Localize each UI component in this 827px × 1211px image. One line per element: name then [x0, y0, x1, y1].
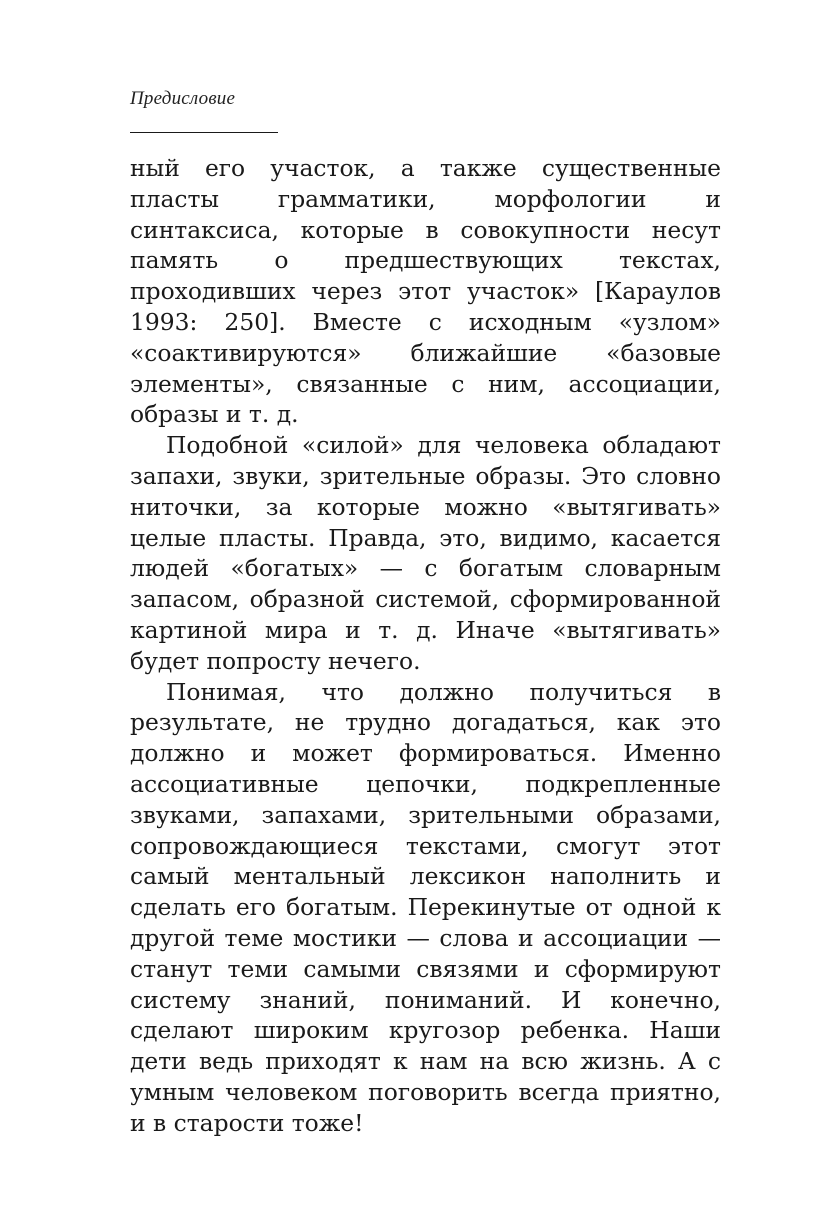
paragraph-continuation: ный его участок, а также существенные пласты грамматики, морфологии и синтаксиса, которые в совокупности несут память о предшествующих текстах, проходивших через этот участок» [Караулов 1993: 250]. Вместе с исходным «узлом» «соактивируются» ближайшие «базовые элементы», связанные с ним, ассоциации, образы и т. д.: [130, 154, 721, 429]
paragraph: Подобной «силой» для человека обладают запахи, звуки, зрительные образы. Это словно ниточки, за которые можно «вытягивать» целые пласты. Правда, это, видимо, касается людей «богатых» — с богатым словарным запасом, образной системой, сформированной картиной мира и т. д. Иначе «вытягивать» будет попросту нечего.: [130, 431, 721, 675]
paragraph: Понимая, что должно получиться в результате, не трудно догадаться, как это должно и может формироваться. Именно ассоциативные цепочки, подкрепленные звуками, запахами, зрительными образами, сопровождающиеся текстами, смогут этот самый ментальный лексикон наполнить и сделать его богатым. Перекинутые от одной к другой теме мостики — слова и ассоциации — станут теми самыми связями и сформируют систему знаний, пониманий. И конечно, сделают широким кругозор ребенка. Наши дети ведь приходят к нам на всю жизнь. А с умным человеком поговорить всегда приятно, и в старости тоже!: [130, 677, 721, 1137]
body-text: [130, 153, 721, 1139]
header-rule: [130, 132, 278, 133]
running-head: Предисловие: [130, 88, 236, 109]
